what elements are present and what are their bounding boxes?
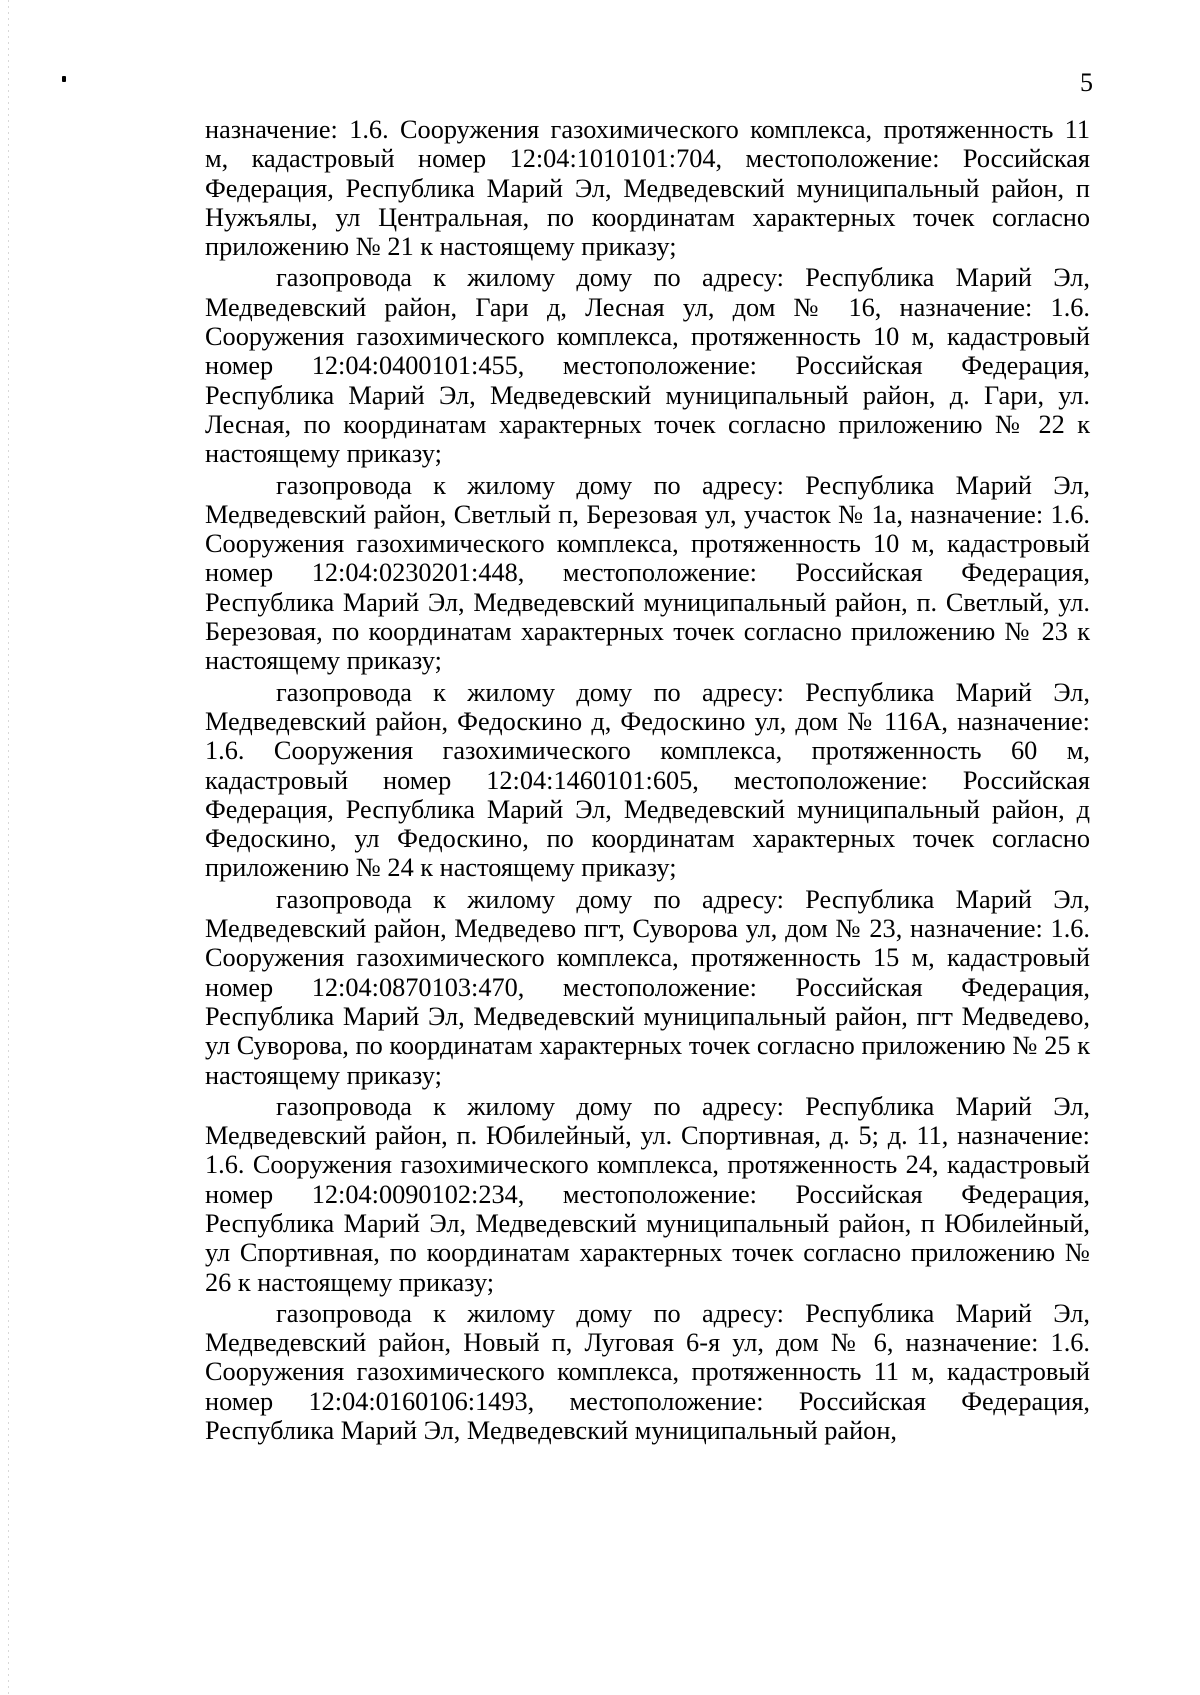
- page-number: 5: [1080, 68, 1093, 97]
- paragraph-7: газопровода к жилому дому по адресу: Республика Марий Эл, Медведевский район, Новый п, Луговая 6-я ул, дом № 6, назначение: 1.6. Сооружения газохимического комплекса, протяженность 11 м, кадастровый номер 12:04:0160106:1493, местоположение: Российская Федерация, Республика Марий Эл, Медведевский муниципальный район,: [205, 1298, 1090, 1446]
- paragraph-2: газопровода к жилому дому по адресу: Республика Марий Эл, Медведевский район, Гари д, Лесная ул, дом № 16, назначение: 1.6. Сооружения газохимического комплекса, протяженность 10 м, кадастровый номер 12:04:0400101:455, местоположение: Российская Федерация, Республика Марий Эл, Медведевский муниципальный район, д. Гари, ул. Лесная, по координатам характерных точек согласно приложению № 22 к настоящему приказу;: [205, 263, 1090, 469]
- scan-edge-line: [8, 0, 9, 1695]
- document-body: [205, 115, 1090, 1445]
- paragraph-3: газопровода к жилому дому по адресу: Республика Марий Эл, Медведевский район, Светлый п, Березовая ул, участок № 1а, назначение: 1.6. Сооружения газохимического комплекса, протяженность 10 м, кадастровый номер 12:04:0230201:448, местоположение: Российская Федерация, Республика Марий Эл, Медведевский муниципальный район, п. Светлый, ул. Березовая, по координатам характерных точек согласно приложению № 23 к настоящему приказу;: [205, 470, 1090, 676]
- paragraph-5: газопровода к жилому дому по адресу: Республика Марий Эл, Медведевский район, Медведево пгт, Суворова ул, дом № 23, назначение: 1.6. Сооружения газохимического комплекса, протяженность 15 м, кадастровый номер 12:04:0870103:470, местоположение: Российская Федерация, Республика Марий Эл, Медведевский муниципальный район, пгт Медведево, ул Суворова, по координатам характерных точек согласно приложению № 25 к настоящему приказу;: [205, 884, 1090, 1090]
- paragraph-6: газопровода к жилому дому по адресу: Республика Марий Эл, Медведевский район, п. Юбилейный, ул. Спортивная, д. 5; д. 11, назначение: 1.6. Сооружения газохимического комплекса, протяженность 24, кадастровый номер 12:04:0090102:234, местоположение: Российская Федерация, Республика Марий Эл, Медведевский муниципальный район, п Юбилейный, ул Спортивная, по координатам характерных точек согласно приложению № 26 к настоящему приказу;: [205, 1091, 1090, 1297]
- paragraph-1: назначение: 1.6. Сооружения газохимического комплекса, протяженность 11 м, кадастровый номер 12:04:1010101:704, местоположение: Российская Федерация, Республика Марий Эл, Медведевский муниципальный район, п Нужъялы, ул Центральная, по координатам характерных точек согласно приложению № 21 к настоящему приказу;: [205, 115, 1090, 262]
- paragraph-4: газопровода к жилому дому по адресу: Республика Марий Эл, Медведевский район, Федоскино д, Федоскино ул, дом № 116А, назначение: 1.6. Сооружения газохимического комплекса, протяженность 60 м, кадастровый номер 12:04:1460101:605, местоположение: Российская Федерация, Республика Марий Эл, Медведевский муниципальный район, д Федоскино, ул Федоскино, по координатам характерных точек согласно приложению № 24 к настоящему приказу;: [205, 677, 1090, 883]
- margin-mark: [62, 76, 66, 82]
